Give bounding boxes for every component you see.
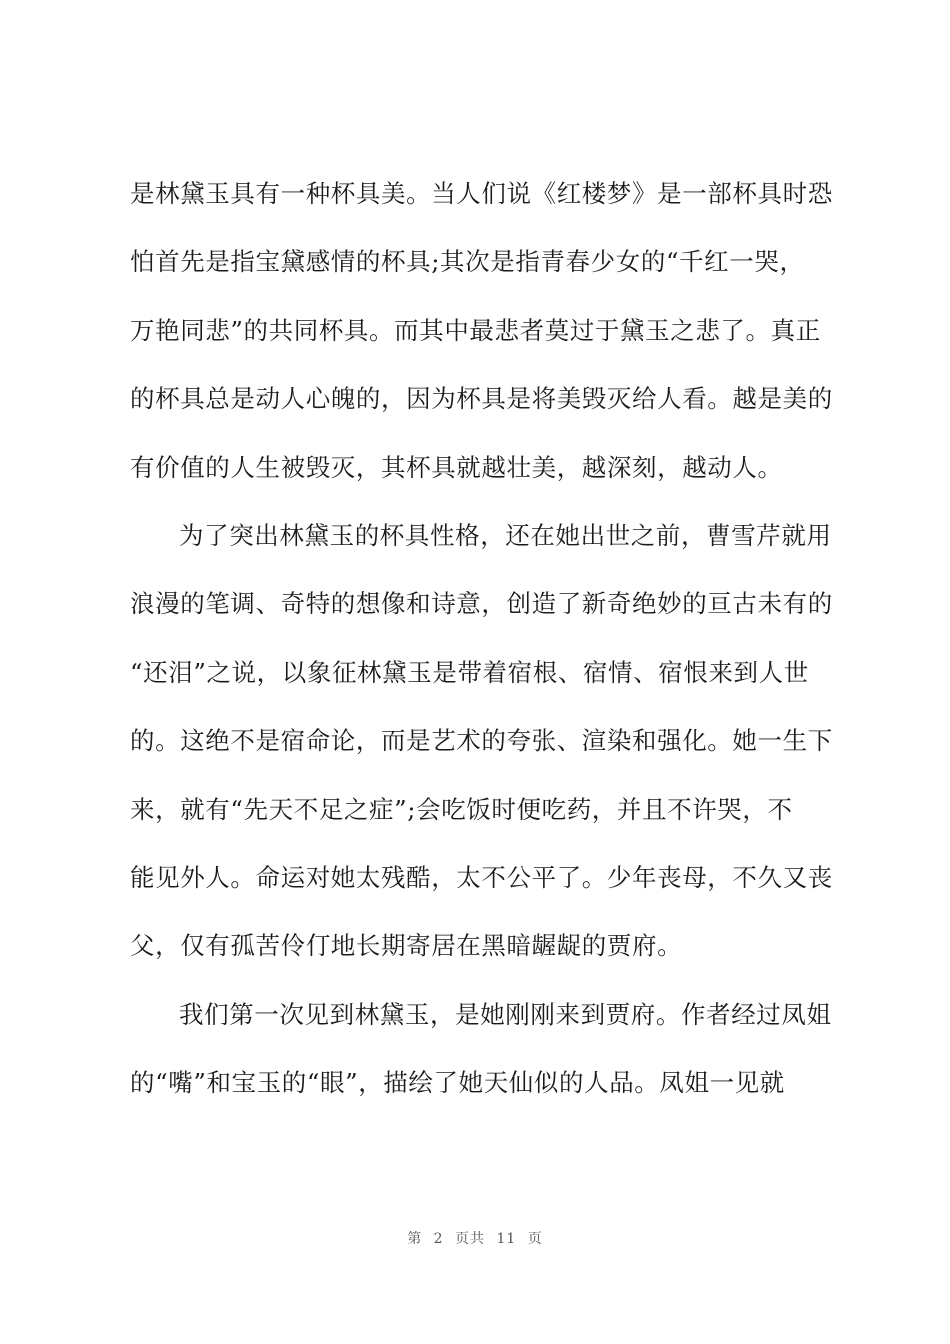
text-line: 能见外人。命运对她太残酷，太不公平了。少年丧母，不久又丧 xyxy=(130,862,833,892)
text-line: 的杯具总是动人心魄的，因为杯具是将美毁灭给人看。越是美的 xyxy=(130,384,833,414)
text-line: 的。这绝不是宿命论，而是艺术的夸张、渲染和强化。她一生下 xyxy=(130,726,833,756)
text-line: 有价值的人生被毁灭，其杯具就越壮美，越深刻，越动人。 xyxy=(130,452,783,482)
text-line: 怕首先是指宝黛感情的杯具;其次是指青春少女的“千红一哭， xyxy=(130,247,805,277)
text-line: 万艳同悲”的共同杯具。而其中最悲者莫过于黛玉之悲了。真正 xyxy=(130,315,821,345)
text-line: 我们第一次见到林黛玉，是她刚刚来到贾府。作者经过凤姐 xyxy=(179,999,832,1029)
body-text xyxy=(130,164,842,1121)
text-line: 来，就有“先天不足之症”;会吃饭时便吃药，并且不许哭，不 xyxy=(130,794,793,824)
text-line: 为了突出林黛玉的杯具性格，还在她出世之前，曹雪芹就用 xyxy=(179,520,832,550)
text-line: 的“嘴”和宝玉的“眼”，描绘了她天仙似的人品。凤姐一见就 xyxy=(130,1068,785,1098)
page-footer: 第 2 页共 11 页 xyxy=(407,1231,543,1247)
text-line: 是林黛玉具有一种杯具美。当人们说《红楼梦》是一部杯具时恐 xyxy=(130,179,833,208)
text-line: 父，仅有孤苦伶仃地长期寄居在黑暗龌龊的贾府。 xyxy=(130,931,683,961)
text-line: “还泪”之说，以象征林黛玉是带着宿根、宿情、宿恨来到人世 xyxy=(130,657,809,687)
text-line: 浪漫的笔调、奇特的想像和诗意，创造了新奇绝妙的亘古未有的 xyxy=(130,589,833,619)
